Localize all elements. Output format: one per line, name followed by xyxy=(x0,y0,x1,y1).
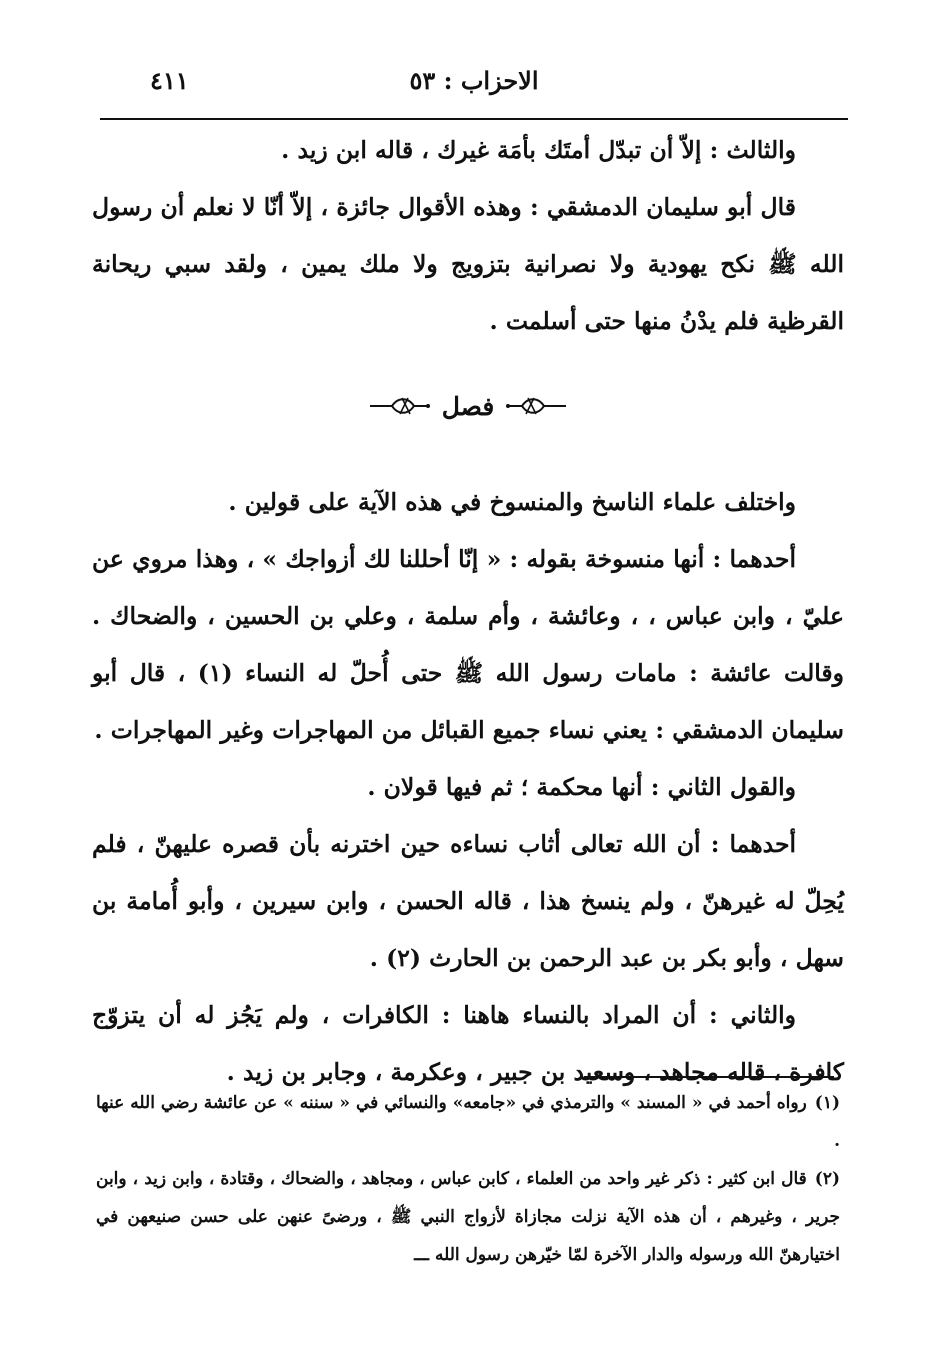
ornament-right-icon xyxy=(504,395,568,417)
footnote xyxy=(96,1084,840,1160)
ornament-left-icon xyxy=(368,395,432,417)
page-number: ٤١١ xyxy=(150,66,189,95)
section-title: فصل xyxy=(441,391,495,421)
paragraph: واختلف علماء الناسخ والمنسوخ في هذه الآية على قولين . xyxy=(228,488,796,516)
paragraph: والثاني : أن المراد بالنساء هاهنا : الكافرات ، ولم يَجُز له أن يتزوّج كافرة ، قاله مجاهد ، وسعيد بن جبير ، وعكرمة ، وجابر بن زيد . xyxy=(92,1001,844,1086)
running-head: الاحزاب : ٥٣ xyxy=(409,66,539,95)
footnote xyxy=(96,1160,840,1274)
paragraph: والقول الثاني : أنها محكمة ؛ ثم فيها قولان . xyxy=(367,773,796,801)
main-text xyxy=(92,122,844,1101)
footnote-text: قال ابن كثير : ذكر غير واحد من العلماء ، كابن عباس ، ومجاهد ، والضحاك ، وقتادة ، وابن زيد ، وابن جرير ، وغيرهم ، أن هذه الآية نزلت مجازاة لأزواج النبي ﷺ ، ورضىً عنهن على حسن صنيعهن في اختيارهنّ الله ورسوله والدار الآخرة لمّا خيّرهن رسول الله ـــ xyxy=(96,1169,840,1265)
paragraph: أحدهما : أن الله تعالى أثاب نساءه حين اخترنه بأن قصره عليهنّ ، فلم يُحِلّ له غيرهنّ ، ولم ينسخ هذا ، قاله الحسن ، وابن سيرين ، وأبو أُمامة بن سهل ، وأبو بكر بن عبد الرحمن بن الحارث (٢) . xyxy=(92,830,844,972)
footnote-number: (١) xyxy=(814,1093,840,1113)
footnote-number: (٢) xyxy=(814,1169,840,1189)
footnotes xyxy=(96,1084,840,1274)
paragraph: والثالث : إلاّ أن تبدّل أمتَك بأمَة غيرك ، قاله ابن زيد . xyxy=(281,136,796,164)
section-heading xyxy=(92,358,844,454)
footnote-text: رواه أحمد في « المسند » والترمذي في «جامعه» والنسائي في « سننه » عن عائشة رضي الله عنها . xyxy=(96,1093,840,1151)
paragraph: قال أبو سليمان الدمشقي : وهذه الأقوال جائزة ، إلاّ أنّا لا نعلم أن رسول الله ﷺ نكح يهودية ولا نصرانية بتزويج ولا ملك يمين ، ولقد سبي ريحانة القرظية فلم يدْنُ منها حتى أسلمت . xyxy=(92,193,844,335)
page-header xyxy=(100,66,848,106)
header-rule xyxy=(100,118,848,120)
footnote-rule xyxy=(584,1076,834,1078)
paragraph: أحدهما : أنها منسوخة بقوله : « إنّا أحللنا لك أزواجك » ، وهذا مروي عن عليّ ، وابن عباس ، ، وعائشة ، وأم سلمة ، وعلي بن الحسين ، والضحاك . وقالت عائشة : مامات رسول الله ﷺ حتى أُحلّ له النساء (١) ، قال أبو سليمان الدمشقي : يعني نساء جميع القبائل من المهاجرات وغير المهاجرات . xyxy=(92,545,844,744)
